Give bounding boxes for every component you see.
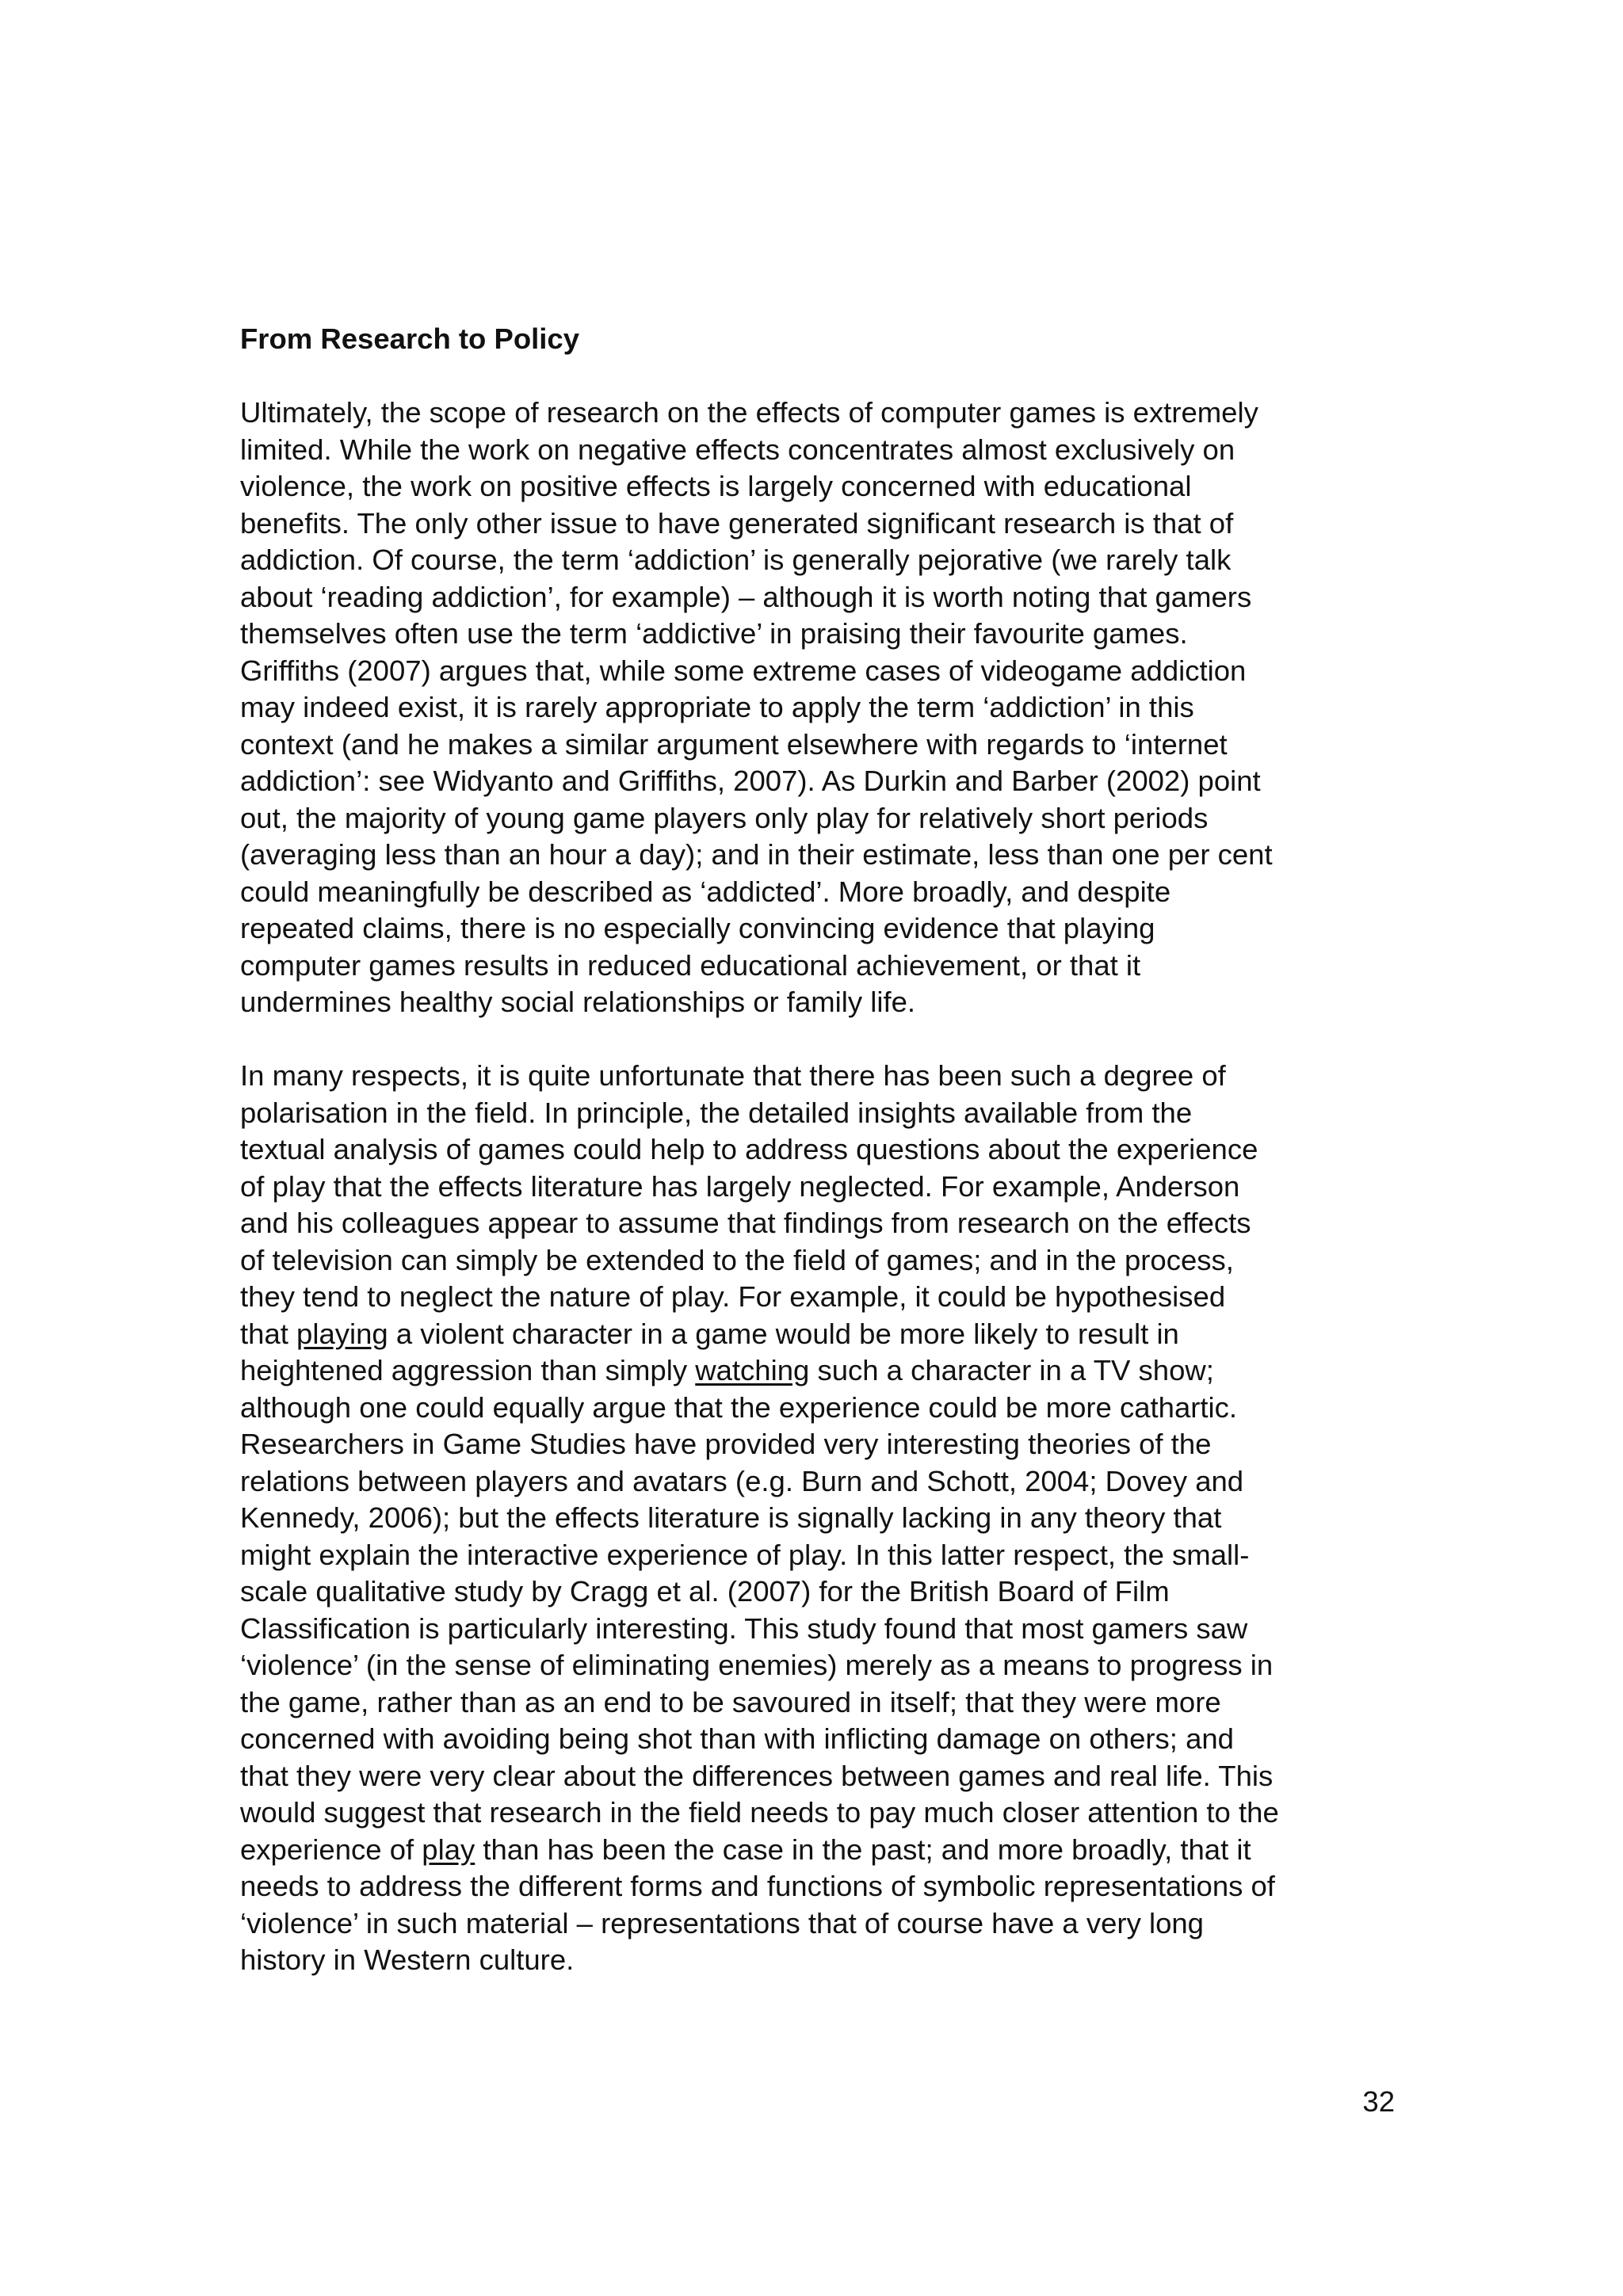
text-line: could meaningfully be described as ‘addicted’. More broadly, and despite [240, 875, 1171, 908]
text-line: Kennedy, 2006); but the effects literature is signally lacking in any theory that [240, 1501, 1222, 1534]
text-line: might explain the interactive experience of play. In this latter respect, the small- [240, 1538, 1250, 1571]
text-line: needs to address the different forms and functions of symbolic representations of [240, 1870, 1275, 1902]
page-number: 32 [1362, 2085, 1395, 2118]
text-segment: a violent character in a game would be more likely to result in [388, 1317, 1179, 1350]
text-line: they tend to neglect the nature of play. For example, it could be hypothesised [240, 1280, 1226, 1313]
text-line: of television can simply be extended to the field of games; and in the process, [240, 1243, 1234, 1276]
text-line: out, the majority of young game players only play for relatively short periods [240, 801, 1209, 834]
text-line: polarisation in the field. In principle, the detailed insights available from the [240, 1096, 1193, 1129]
text-line: of play that the effects literature has largely neglected. For example, Anderson [240, 1169, 1240, 1203]
text-line: may indeed exist, it is rarely appropriate to apply the term ‘addiction’ in this [240, 691, 1194, 723]
underlined-word: playing [296, 1317, 388, 1350]
text-segment: that [240, 1317, 297, 1350]
text-line: history in Western culture. [240, 1943, 575, 1976]
text-line: (averaging less than an hour a day); and in their estimate, less than one per cent [240, 838, 1273, 871]
text-line: relations between players and avatars (e.g. Burn and Schott, 2004; Dovey and [240, 1464, 1244, 1497]
text-line: benefits. The only other issue to have generated significant research is that of [240, 506, 1234, 540]
text-line: addiction. Of course, the term ‘addiction’ is generally pejorative (we rarely talk [240, 543, 1232, 576]
text-line: limited. While the work on negative effects concentrates almost exclusively on [240, 433, 1235, 466]
paragraph [240, 1058, 1397, 1979]
text-line: about ‘reading addiction’, for example) – although it is worth noting that gamers [240, 580, 1252, 613]
text-line: computer games results in reduced educational achievement, or that it [240, 948, 1141, 982]
text-line: addiction’: see Widyanto and Griffiths, 2007). As Durkin and Barber (2002) point [240, 765, 1261, 797]
text-line: although one could equally argue that the experience could be more cathartic. [240, 1390, 1238, 1424]
paragraph [240, 395, 1397, 1021]
text-line: themselves often use the term ‘addictive’ in praising their favourite games. [240, 617, 1188, 650]
text-line: scale qualitative study by Cragg et al. (2007) for the British Board of Film [240, 1575, 1170, 1608]
text-line: Griffiths (2007) argues that, while some extreme cases of videogame addiction [240, 654, 1247, 687]
text-line: Classification is particularly interesting. This study found that most gamers saw [240, 1611, 1248, 1645]
text-segment: than has been the case in the past; and more broadly, that it [475, 1833, 1251, 1866]
text-line: Ultimately, the scope of research on the effects of computer games is extremely [240, 396, 1258, 429]
text-line: the game, rather than as an end to be savoured in itself; that they were more [240, 1685, 1221, 1718]
text-segment: heightened aggression than simply [240, 1354, 696, 1386]
underlined-word: play [422, 1833, 475, 1866]
text-line: ‘violence’ in such material – representations that of course have a very long [240, 1906, 1204, 1939]
page-content [240, 321, 1397, 1979]
text-line: In many respects, it is quite unfortunate that there has been such a degree of [240, 1059, 1226, 1092]
text-line: violence, the work on positive effects is largely concerned with educational [240, 470, 1192, 502]
text-line [240, 1832, 1397, 1869]
section-heading: From Research to Policy [240, 322, 580, 355]
text-line [240, 1352, 1397, 1390]
text-line: would suggest that research in the field needs to pay much closer attention to the [240, 1796, 1279, 1829]
text-line: context (and he makes a similar argument elsewhere with regards to ‘internet [240, 727, 1228, 761]
body-text [240, 395, 1397, 1979]
text-line: textual analysis of games could help to address questions about the experience [240, 1133, 1258, 1165]
text-segment: experience of [240, 1833, 422, 1866]
text-line: and his colleagues appear to assume that findings from research on the effects [240, 1207, 1251, 1239]
text-line: that they were very clear about the differences between games and real life. This [240, 1759, 1274, 1792]
text-segment: such a character in a TV show; [809, 1354, 1214, 1386]
text-line: repeated claims, there is no especially convincing evidence that playing [240, 912, 1155, 944]
text-line: ‘violence’ (in the sense of eliminating enemies) merely as a means to progress in [240, 1649, 1274, 1681]
text-line: undermines healthy social relationships or family life. [240, 986, 916, 1018]
text-line: Researchers in Game Studies have provided very interesting theories of the [240, 1428, 1212, 1460]
underlined-word: watching [695, 1354, 810, 1386]
text-line: concerned with avoiding being shot than with inflicting damage on others; and [240, 1722, 1234, 1755]
text-line [240, 1316, 1397, 1353]
